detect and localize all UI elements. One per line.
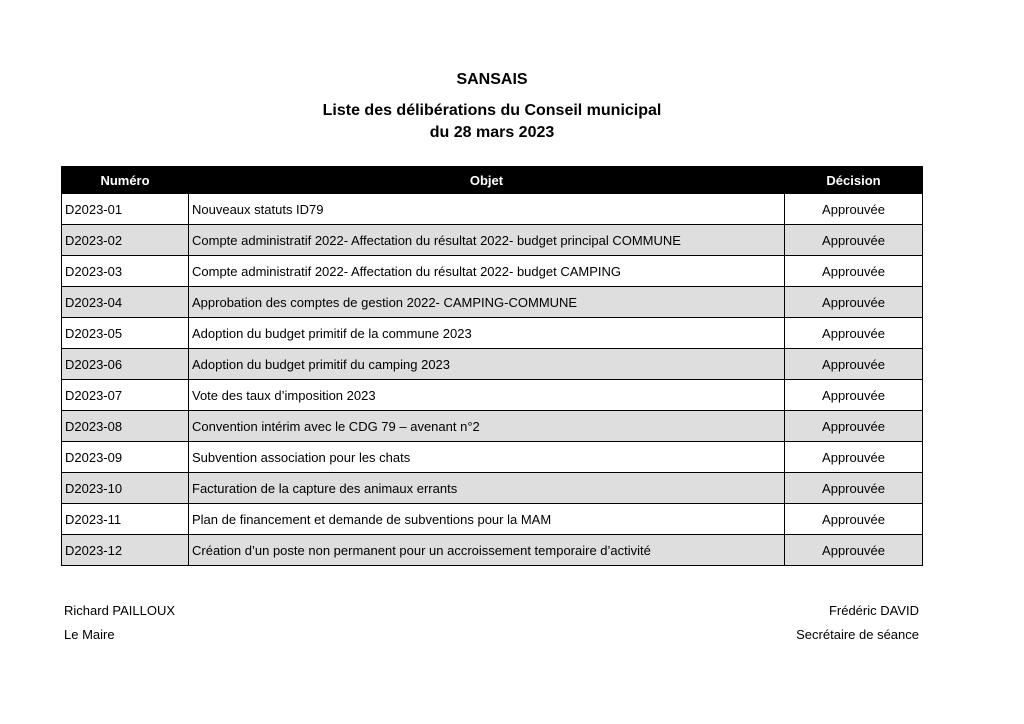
mayor-role: Le Maire [64, 627, 115, 642]
cell-numero: D2023-11 [62, 504, 189, 535]
cell-numero: D2023-02 [62, 225, 189, 256]
cell-numero: D2023-03 [62, 256, 189, 287]
cell-numero: D2023-07 [62, 380, 189, 411]
mayor-name: Richard PAILLOUX [64, 603, 176, 618]
secretary-name: Frédéric DAVID [828, 603, 919, 618]
cell-decision: Approuvée [785, 380, 923, 411]
cell-objet: Approbation des comptes de gestion 2022- CAMPING-COMMUNE [189, 287, 785, 318]
cell-decision: Approuvée [785, 318, 923, 349]
cell-decision: Approuvée [785, 287, 923, 318]
cell-objet: Subvention association pour les chats [189, 442, 785, 473]
document-date: du 28 mars 2023 [429, 124, 555, 141]
cell-objet: Adoption du budget primitif de la commune 2023 [189, 318, 785, 349]
deliberations-table [61, 166, 923, 566]
column-header-decision: Décision [785, 167, 923, 194]
cell-numero: D2023-06 [62, 349, 189, 380]
table-row [62, 194, 923, 225]
table-row [62, 225, 923, 256]
cell-numero: D2023-12 [62, 535, 189, 566]
table-row [62, 349, 923, 380]
cell-numero: D2023-04 [62, 287, 189, 318]
cell-decision: Approuvée [785, 411, 923, 442]
cell-numero: D2023-09 [62, 442, 189, 473]
column-header-numero: Numéro [62, 167, 189, 194]
cell-decision: Approuvée [785, 473, 923, 504]
table-header-row [62, 167, 923, 194]
column-header-objet: Objet [189, 167, 785, 194]
cell-numero: D2023-01 [62, 194, 189, 225]
table-row [62, 504, 923, 535]
cell-decision: Approuvée [785, 504, 923, 535]
cell-numero: D2023-05 [62, 318, 189, 349]
document-title: Liste des délibérations du Conseil municipal [322, 102, 662, 119]
table-body [62, 194, 923, 566]
table-row [62, 442, 923, 473]
table-row [62, 318, 923, 349]
cell-objet: Plan de financement et demande de subventions pour la MAM [189, 504, 785, 535]
cell-decision: Approuvée [785, 349, 923, 380]
cell-objet: Vote des taux d’imposition 2023 [189, 380, 785, 411]
table-row [62, 535, 923, 566]
cell-objet: Création d’un poste non permanent pour un accroissement temporaire d’activité [189, 535, 785, 566]
table-row [62, 287, 923, 318]
table-row [62, 411, 923, 442]
cell-numero: D2023-10 [62, 473, 189, 504]
table-row [62, 380, 923, 411]
cell-objet: Facturation de la capture des animaux errants [189, 473, 785, 504]
cell-decision: Approuvée [785, 535, 923, 566]
cell-decision: Approuvée [785, 256, 923, 287]
commune-name: SANSAIS [456, 71, 528, 88]
table-row [62, 473, 923, 504]
cell-objet: Adoption du budget primitif du camping 2023 [189, 349, 785, 380]
cell-objet: Compte administratif 2022- Affectation du résultat 2022- budget CAMPING [189, 256, 785, 287]
cell-decision: Approuvée [785, 442, 923, 473]
cell-decision: Approuvée [785, 225, 923, 256]
cell-numero: D2023-08 [62, 411, 189, 442]
cell-objet: Nouveaux statuts ID79 [189, 194, 785, 225]
cell-decision: Approuvée [785, 194, 923, 225]
secretary-role: Secrétaire de séance [796, 627, 919, 642]
cell-objet: Compte administratif 2022- Affectation du résultat 2022- budget principal COMMUNE [189, 225, 785, 256]
table-row [62, 256, 923, 287]
cell-objet: Convention intérim avec le CDG 79 – avenant n°2 [189, 411, 785, 442]
